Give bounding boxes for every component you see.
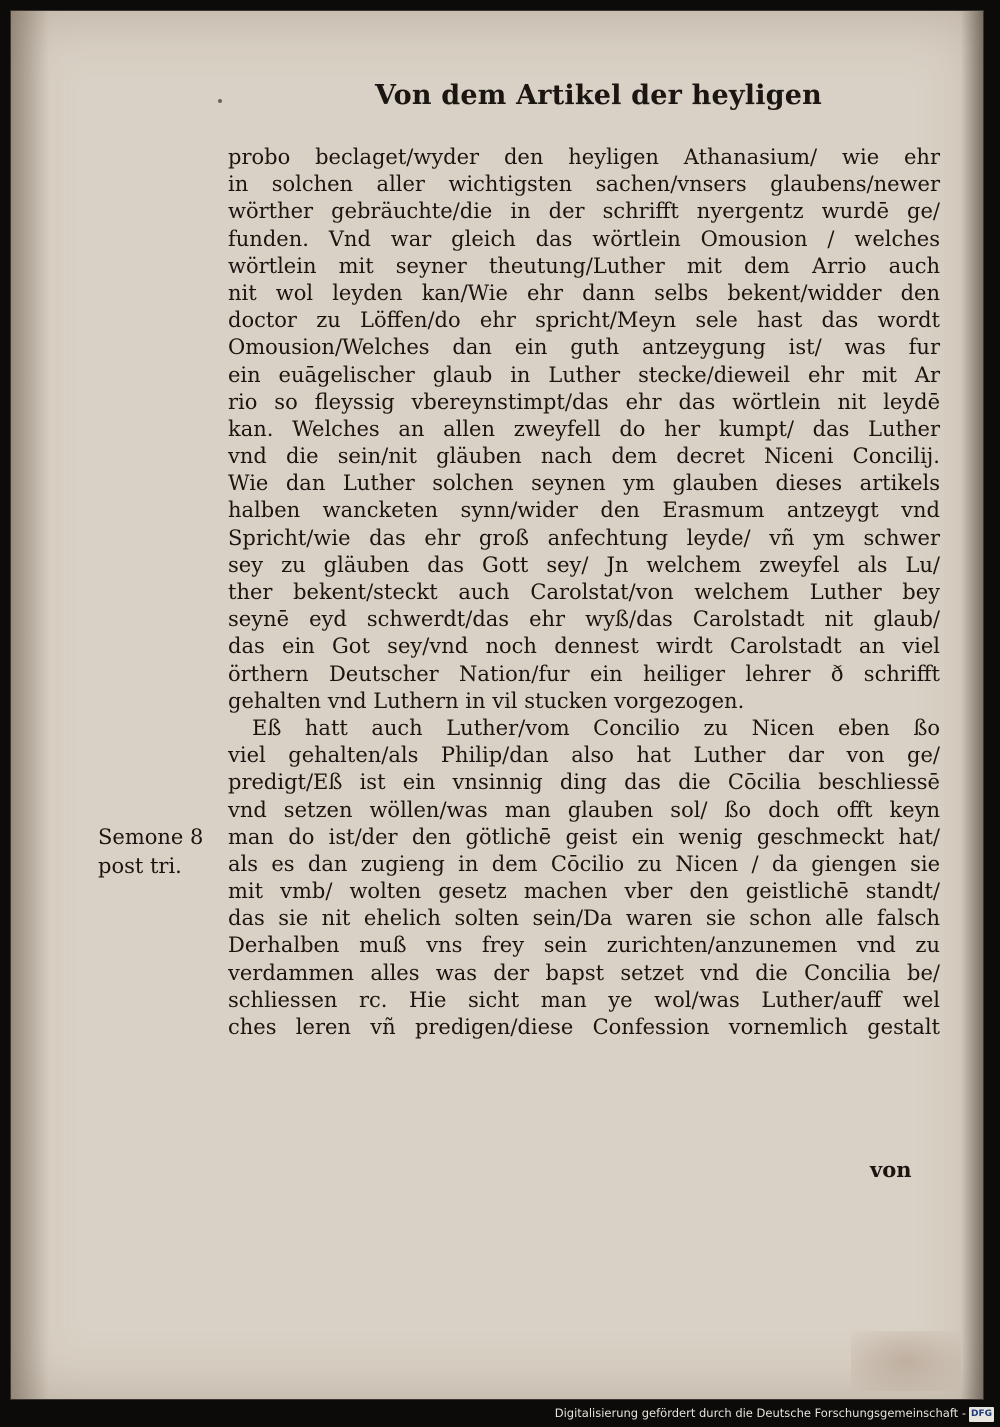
text-line: man do ist/der den götlichē geist ein wenig geschmeckt hat/ <box>228 824 940 849</box>
text-line: Wie dan Luther solchen seynen ym glauben dieses artikels <box>228 471 940 496</box>
marginal-note <box>98 823 228 881</box>
text-line: das sie nit ehelich solten sein/Da waren sie schon alle falsch <box>228 906 940 931</box>
paper-stain <box>851 1331 961 1391</box>
footer-credit-bar <box>0 1403 1000 1427</box>
text-line: als es dan zugieng in dem Cōcilio zu Nicen / da giengen sie <box>228 851 940 876</box>
text-line: wörtlein mit seyner theutung/Luther mit dem Arrio auch <box>228 253 940 278</box>
gutter-shadow <box>11 11 49 1399</box>
dfg-logo-icon: DFG <box>969 1407 994 1422</box>
text-line: sey zu gläuben das Gott sey/ Jn welchem zweyfel als Lu/ <box>228 552 940 577</box>
catchword: von <box>870 1157 912 1182</box>
page-edge-shadow <box>961 11 983 1399</box>
main-text-block <box>228 144 940 1041</box>
marginal-note-line: Semone 8 <box>98 825 204 849</box>
ink-dot <box>218 99 222 103</box>
text-line: Eß hatt auch Luther/vom Concilio zu Nicen eben ßo <box>252 715 940 740</box>
text-line: vnd setzen wöllen/was man glauben sol/ ßo doch offt keyn <box>228 797 940 822</box>
text-line: schliessen rc. Hie sicht man ye wol/was Luther/auff wel <box>228 987 940 1012</box>
text-line: probo beclaget/wyder den heyligen Athanasium/ wie ehr <box>228 145 940 169</box>
text-line: rio so fleyssig vbereynstimpt/das ehr das wörtlein nit leydē <box>228 389 940 414</box>
running-head: Von dem Artikel der heyligen <box>375 80 822 111</box>
text-line: in solchen aller wichtigsten sachen/vnsers glaubens/newer <box>228 172 940 197</box>
text-line: wörther gebräuchte/die in der schrifft nyergentz wurdē ge/ <box>228 199 940 224</box>
marginal-note-line: post tri. <box>98 854 182 878</box>
text-line: Spricht/wie das ehr groß anfechtung leyde/ vñ ym schwer <box>228 525 940 550</box>
text-line: predigt/Eß ist ein vnsinnig ding das die Cōcilia beschliessē <box>228 770 940 795</box>
text-line: örthern Deutscher Nation/fur ein heiliger lehrer ð schrifft <box>228 661 940 686</box>
text-line: halben wancketen synn/wider den Erasmum antzeygt vnd <box>228 498 940 523</box>
text-line: verdammen alles was der bapst setzet vnd die Concilia be/ <box>228 960 940 985</box>
text-line: Omousion/Welches dan ein guth antzeygung ist/ was fur <box>228 335 940 360</box>
text-line: gehalten vnd Luthern in vil stucken vorgezogen. <box>228 688 745 713</box>
text-line: viel gehalten/als Philip/dan also hat Luther dar von ge/ <box>228 743 940 768</box>
text-line: das ein Got sey/vnd noch dennest wirdt Carolstadt an viel <box>228 634 940 659</box>
text-line: funden. Vnd war gleich das wörtlein Omousion / welches <box>228 226 940 251</box>
text-line: kan. Welches an allen zweyfell do her kumpt/ das Luther <box>228 416 940 441</box>
text-line: seynē eyd schwerdt/das ehr wyß/das Carolstadt nit glaub/ <box>228 607 940 632</box>
text-line: mit vmb/ wolten gesetz machen vber den geistlichē standt/ <box>228 879 940 904</box>
text-line: ther bekent/steckt auch Carolstat/von welchem Luther bey <box>228 580 940 604</box>
text-line: nit wol leyden kan/Wie ehr dann selbs bekent/widder den <box>228 280 940 305</box>
text-line: ches leren vñ predigen/diese Confession vornemlich gestalt <box>228 1015 940 1039</box>
text-line: doctor zu Löffen/do ehr spricht/Meyn sele hast das wordt <box>228 308 940 333</box>
funding-credit: Digitalisierung gefördert durch die Deutsche Forschungsgemeinschaft - <box>554 1406 966 1420</box>
text-line: vnd die sein/nit gläuben nach dem decret Niceni Concilij. <box>228 444 940 469</box>
text-line: ein euāgelischer glaub in Luther stecke/dieweil ehr mit Ar <box>228 362 940 387</box>
text-line: Derhalben muß vns frey sein zurichten/anzunemen vnd zu <box>228 933 940 958</box>
